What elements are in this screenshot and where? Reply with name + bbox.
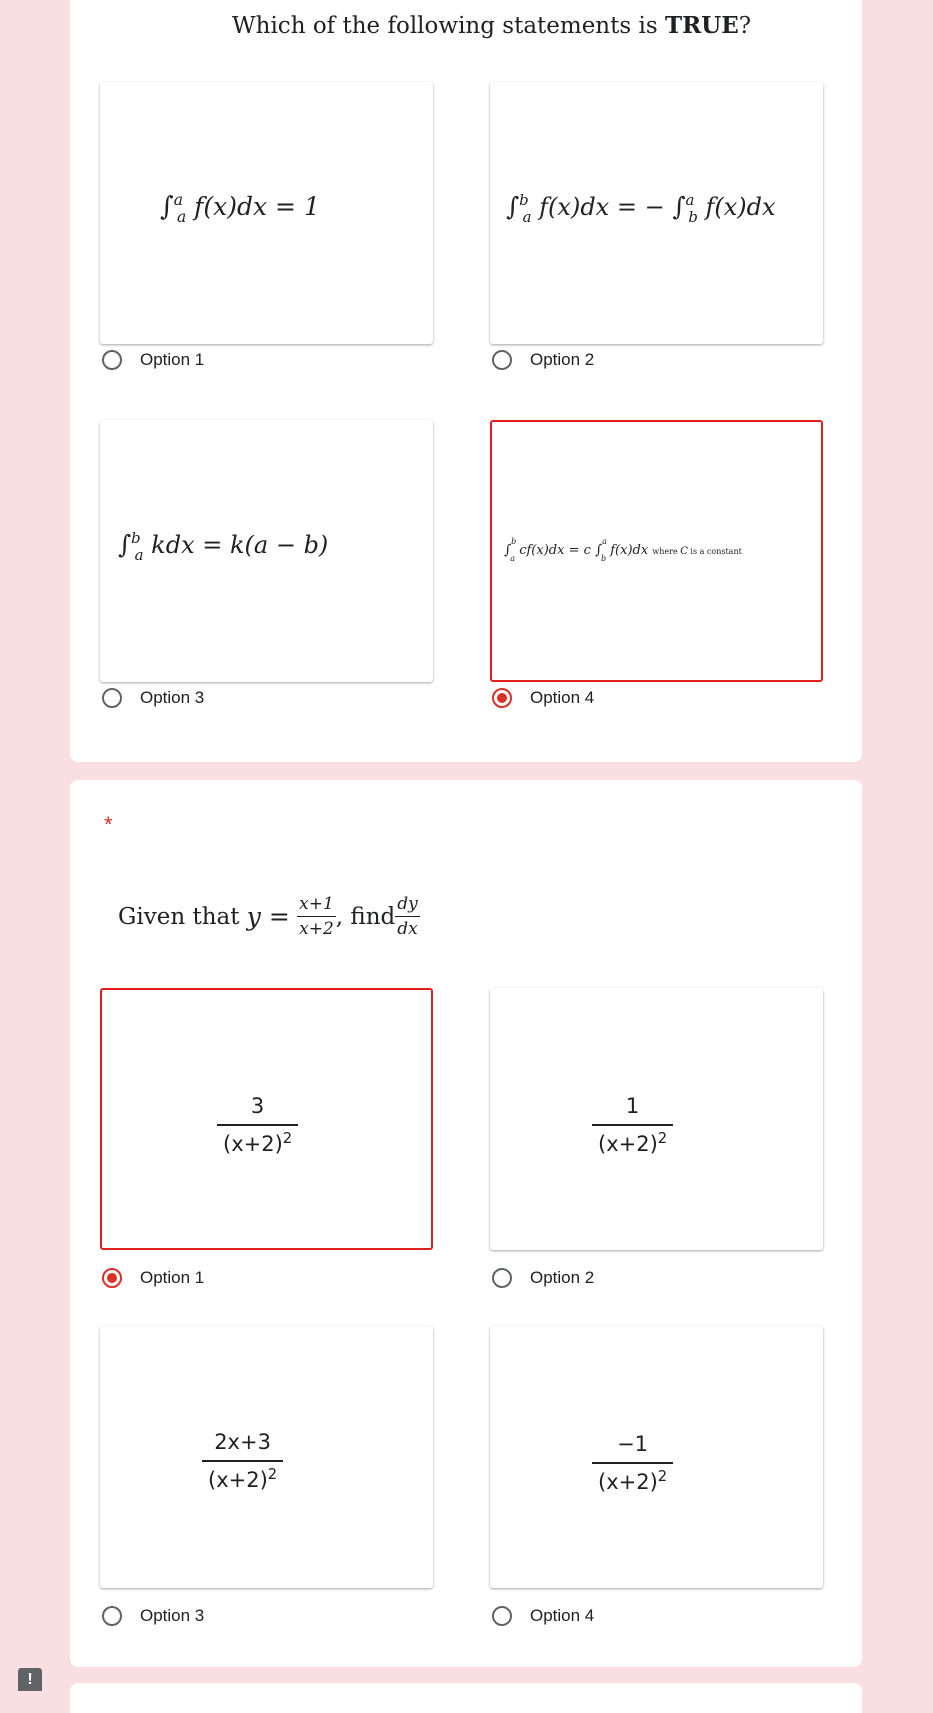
option-3-radio[interactable] [102, 1606, 204, 1626]
fraction [592, 1094, 673, 1156]
radio-button[interactable] [492, 350, 512, 370]
question-card-2 [70, 780, 862, 1667]
option-label: Option 3 [140, 688, 205, 707]
question-card-3 [70, 1683, 862, 1713]
question-text: , find [335, 903, 396, 930]
lower-limit: a [134, 546, 144, 564]
equation-3: ∫$^b_a$ kdx = k(a − b) [118, 529, 329, 564]
fraction-numerator: dy [397, 894, 418, 914]
option-label: Option 1 [140, 350, 205, 369]
lower-limit: a [176, 208, 187, 226]
question-title-text: Which of the following statements is [232, 13, 665, 39]
option-label: Option 2 [530, 350, 595, 369]
upper-limit: b [519, 191, 529, 209]
question-title-suffix: ? [738, 13, 752, 39]
option-3-image[interactable] [100, 1326, 433, 1588]
equation-body: f(x)dx [610, 543, 649, 558]
equation-2: ∫$^b_a$ f(x)dx = − ∫$^a_b$ f(x)dx [506, 191, 776, 226]
fraction-numerator: 3 [250, 1094, 265, 1118]
denominator-exponent: 2 [657, 1468, 668, 1485]
fraction-denominator: dx [395, 916, 419, 939]
option-2-radio[interactable] [492, 1268, 594, 1288]
option-4-image[interactable] [490, 420, 823, 682]
radio-button[interactable] [492, 1268, 512, 1288]
upper-limit: b [131, 529, 141, 547]
denominator-base: (x+2) [598, 1132, 658, 1156]
fraction [217, 1094, 298, 1156]
equation-body: cf(x)dx = c [519, 543, 591, 558]
equation-lhs: y = [246, 902, 290, 931]
option-1-image[interactable] [100, 82, 433, 344]
denominator-exponent: 2 [282, 1130, 293, 1147]
option-label: Option 1 [140, 1268, 205, 1287]
option-label: Option 2 [530, 1268, 595, 1287]
lower-limit: b [688, 208, 698, 226]
fraction-denominator [202, 1460, 283, 1492]
fraction [202, 1430, 283, 1492]
option-label: Option 4 [530, 1606, 595, 1625]
denominator-base: (x+2) [598, 1470, 658, 1494]
fraction [592, 1432, 673, 1494]
radio-button[interactable] [102, 688, 122, 708]
derivative-fraction [395, 894, 420, 939]
option-4-radio[interactable] [492, 688, 594, 708]
upper-limit: b [511, 537, 517, 546]
denominator-base: (x+2) [223, 1132, 283, 1156]
question-title [118, 894, 420, 939]
fraction-numerator: 2x+3 [214, 1430, 271, 1454]
equation-4: ∫$^b_a$ cf(x)dx = c ∫$^a_b$ f(x)dx where C is a constant [504, 537, 742, 563]
equation-body: f(x)dx [705, 193, 776, 221]
option-1-image[interactable] [100, 988, 433, 1250]
lower-limit: a [522, 208, 532, 226]
note-variable: C [680, 546, 688, 557]
equation-body: kdx = k(a − b) [151, 531, 329, 559]
fraction-numerator: 1 [625, 1094, 640, 1118]
option-3-radio[interactable] [102, 688, 204, 708]
denominator-exponent: 2 [657, 1130, 668, 1147]
required-asterisk: * [104, 812, 113, 837]
radio-button[interactable] [102, 1606, 122, 1626]
option-4-image[interactable] [490, 1326, 823, 1588]
fraction-numerator: x+1 [299, 894, 334, 914]
question-text: Given that [118, 903, 240, 930]
denominator-base: (x+2) [208, 1468, 268, 1492]
option-3-image[interactable] [100, 420, 433, 682]
radio-button-selected[interactable] [102, 1268, 122, 1288]
option-1-radio[interactable] [102, 350, 204, 370]
option-4-radio[interactable] [492, 1606, 594, 1626]
radio-button[interactable] [102, 350, 122, 370]
equation-fraction [297, 894, 336, 939]
lower-limit: a [510, 554, 516, 563]
denominator-exponent: 2 [267, 1466, 278, 1483]
fraction-numerator: −1 [617, 1432, 649, 1456]
fraction-denominator [592, 1124, 673, 1156]
option-2-radio[interactable] [492, 350, 594, 370]
question-card-1 [70, 0, 862, 762]
equation-body: f(x)dx = − [539, 193, 665, 221]
upper-limit: a [602, 537, 607, 546]
radio-button[interactable] [492, 1606, 512, 1626]
fraction-denominator [592, 1462, 673, 1494]
equation-1: ∫$^a_a$ f(x)dx = 1 [160, 191, 320, 226]
upper-limit: a [685, 191, 695, 209]
note-text: is a constant [687, 547, 742, 556]
option-label: Option 4 [530, 688, 595, 707]
option-1-radio[interactable] [102, 1268, 204, 1288]
equation-body: f(x)dx = 1 [194, 192, 320, 221]
option-2-image[interactable] [490, 82, 823, 344]
option-label: Option 3 [140, 1606, 205, 1625]
question-title-bold: TRUE [664, 12, 739, 39]
fraction-denominator: x+2 [297, 916, 336, 939]
note-text: where [652, 547, 681, 556]
question-title [232, 12, 751, 39]
radio-button-selected[interactable] [492, 688, 512, 708]
lower-limit: b [600, 554, 607, 563]
exclamation-icon[interactable]: ! [18, 1668, 42, 1691]
fraction-denominator [217, 1124, 298, 1156]
upper-limit: a [173, 191, 183, 209]
option-2-image[interactable] [490, 988, 823, 1250]
